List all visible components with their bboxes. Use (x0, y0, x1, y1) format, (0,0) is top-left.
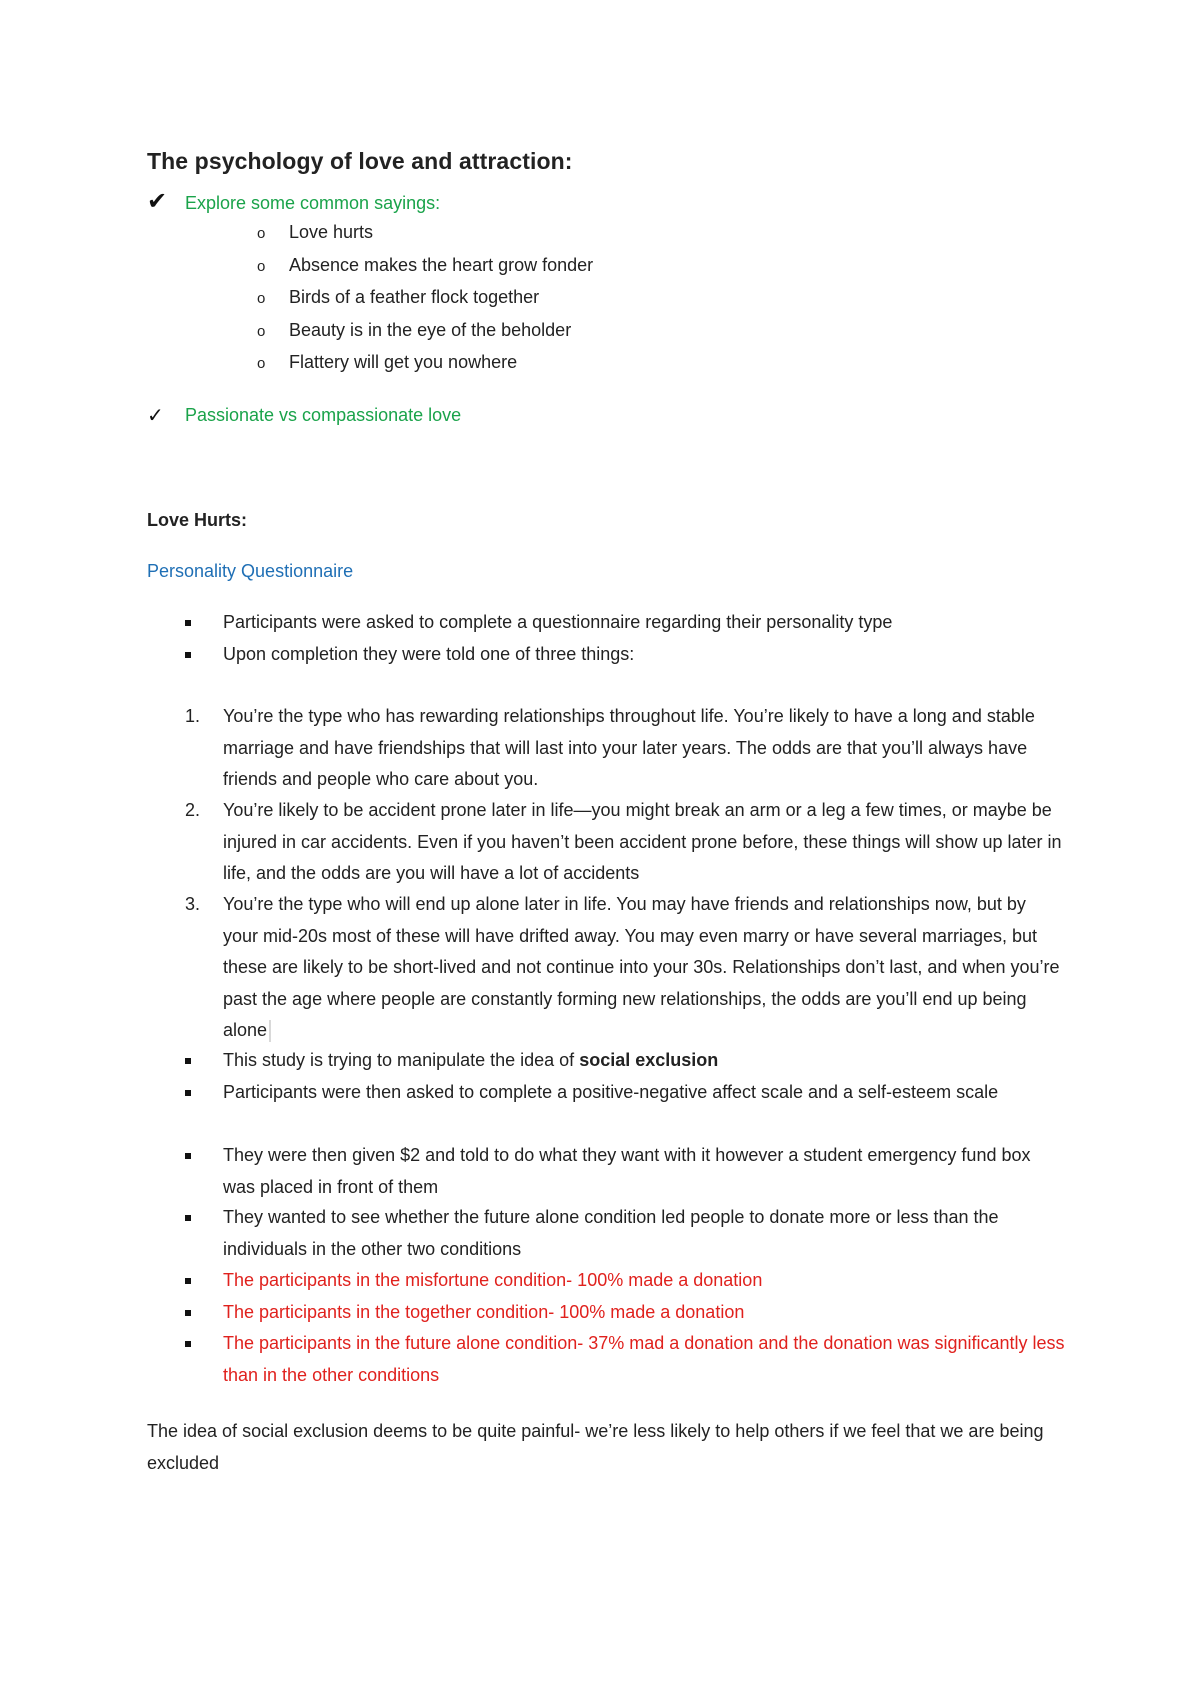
saying-text: Beauty is in the eye of the beholder (289, 319, 572, 340)
saying-text: Birds of a feather flock together (289, 287, 540, 308)
item-text: You’re the type who has rewarding relationships throughout life. You’re likely to have a long and stable marriage and have friendships that will last into your later years. The odds are that you’ll always have friends and people who care about you. (223, 706, 1035, 789)
item-text: You’re likely to be accident prone later in life—you might break an arm or a leg a few times, or maybe be injured in car accidents. Even if you haven’t been accident prone before, these things will show up later in life, and the odds are you will have a lot of accidents (223, 800, 1062, 883)
list-item (257, 287, 593, 320)
item-text: You’re the type who will end up alone later in life. You may have friends and relationships now, but by your mid-20s most of these will have drifted away. You may even marry or have several marriages, but these are likely to be short-lived and not continue into your 30s. Relationships don’t last, and when you’re past the age where people are constantly forming new relationships, the odds are you’ll end up being alone (223, 894, 1060, 1040)
bullet-text: Participants were then asked to complete a positive-negative affect scale and a self-esteem scale (223, 1082, 999, 1102)
checkmark-icon: ✓ (147, 403, 164, 427)
bullet-text: Upon completion they were told one of three things: (223, 644, 635, 664)
result-item (185, 1265, 1065, 1297)
square-bullet-icon (185, 1058, 191, 1064)
checkmark-icon: ✔ (147, 187, 168, 215)
square-bullet-icon (185, 1215, 191, 1221)
list-item (257, 255, 593, 288)
document-page (147, 0, 1067, 1698)
bullet-text: They wanted to see whether the future alone condition led people to donate more or less than the individuals in the other two conditions (223, 1207, 999, 1259)
list-item (185, 1140, 1065, 1203)
list-marker: o (257, 225, 266, 242)
item-number: 1. (185, 706, 201, 726)
result-text: The participants in the misfortune condition- 100% made a donation (223, 1270, 763, 1290)
item-number: 2. (185, 800, 201, 820)
list-marker: o (257, 322, 266, 340)
numbered-item (185, 889, 1065, 1047)
result-text: The participants in the future alone condition- 37% mad a donation and the donation was significantly less than in the other conditions (223, 1333, 1065, 1385)
bullet-text: They were then given $2 and told to do what they want with it however a student emergency fund box was placed in front of them (223, 1145, 1031, 1197)
numbered-item (185, 795, 1065, 890)
list-marker: o (257, 257, 266, 275)
document-title: The psychology of love and attraction: (147, 148, 573, 174)
list-item (257, 320, 593, 353)
saying-text: Absence makes the heart grow fonder (289, 254, 594, 275)
sayings-list (257, 222, 593, 385)
checklist-item-label: Passionate vs compassionate love (185, 405, 462, 425)
list-item (185, 639, 1065, 671)
square-bullet-icon (185, 1090, 191, 1096)
checklist-item-passionate (147, 403, 462, 427)
list-item (185, 1202, 1065, 1265)
text-cursor (269, 1020, 271, 1042)
subsection-heading: Personality Questionnaire (147, 561, 354, 581)
bullet-text: This study is trying to manipulate the idea of (223, 1050, 580, 1070)
list-item (257, 222, 593, 255)
list-marker: o (257, 290, 266, 308)
list-item (185, 1077, 1065, 1109)
square-bullet-icon (185, 1153, 191, 1159)
saying-text: Love hurts (289, 222, 374, 242)
item-number: 3. (185, 894, 201, 914)
numbered-item (185, 701, 1065, 796)
result-item (185, 1328, 1065, 1391)
checklist-item-sayings (147, 187, 441, 215)
list-item (185, 1045, 1065, 1077)
result-text: The participants in the together condition- 100% made a donation (223, 1302, 745, 1322)
conclusion-paragraph: The idea of social exclusion deems to be quite painful- we’re less likely to help others if we feel that we are being excluded (147, 1421, 1044, 1473)
square-bullet-icon (185, 1278, 191, 1284)
result-item (185, 1297, 1065, 1329)
square-bullet-icon (185, 652, 191, 658)
bullet-text: Participants were asked to complete a questionnaire regarding their personality type (223, 612, 893, 632)
checklist-item-label: Explore some common sayings: (185, 193, 441, 213)
square-bullet-icon (185, 1341, 191, 1347)
square-bullet-icon (185, 1310, 191, 1316)
list-marker: o (257, 355, 266, 373)
list-item (257, 352, 593, 385)
list-item (185, 607, 1065, 639)
saying-text: Flattery will get you nowhere (289, 352, 518, 373)
section-heading: Love Hurts: (147, 510, 248, 530)
bold-term: social exclusion (579, 1050, 719, 1070)
square-bullet-icon (185, 620, 191, 626)
